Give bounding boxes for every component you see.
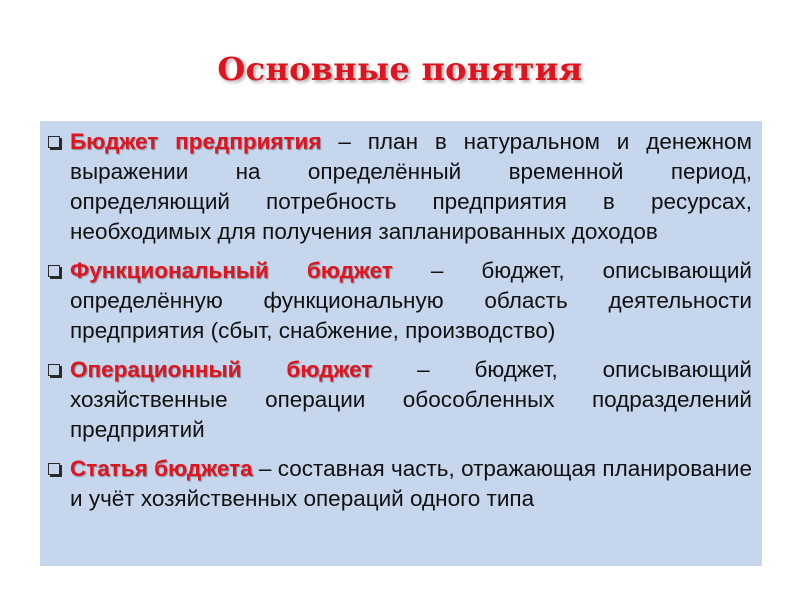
list-item [48, 355, 752, 445]
definition: – бюджет, описывающий определённую функциональную область деятельности предприятия (сбыт, снабжение, производство) [70, 258, 752, 343]
term: Операционный бюджет [70, 357, 373, 382]
definition: – бюджет, описывающий хозяйственные операции обособленных подразделений предприятий [70, 357, 752, 442]
term: Бюджет предприятия [70, 129, 322, 154]
list-item [48, 127, 752, 247]
definitions-panel [40, 121, 762, 566]
definition: – составная часть, отражающая планирование и учёт хозяйственных операций одного типа [70, 456, 752, 511]
checkbox-square-icon [48, 256, 70, 286]
checkbox-square-icon [48, 454, 70, 484]
page-title: Основные понятия [217, 50, 583, 88]
term: Функциональный бюджет [70, 258, 393, 283]
list-item-text [70, 256, 752, 346]
term: Статья бюджета [70, 456, 253, 481]
checkbox-square-icon [48, 355, 70, 385]
checkbox-square-icon [48, 127, 70, 157]
definition: – план в натуральном и денежном выражении на определённый временной период, определяющий потребность предприятия в ресурсах, необходимых для получения запланированных доходов [70, 129, 753, 244]
list-item-text [70, 127, 752, 247]
list-item-text [70, 454, 752, 514]
list-item [48, 256, 752, 346]
list-item [48, 454, 752, 514]
list-item-text [70, 355, 752, 445]
